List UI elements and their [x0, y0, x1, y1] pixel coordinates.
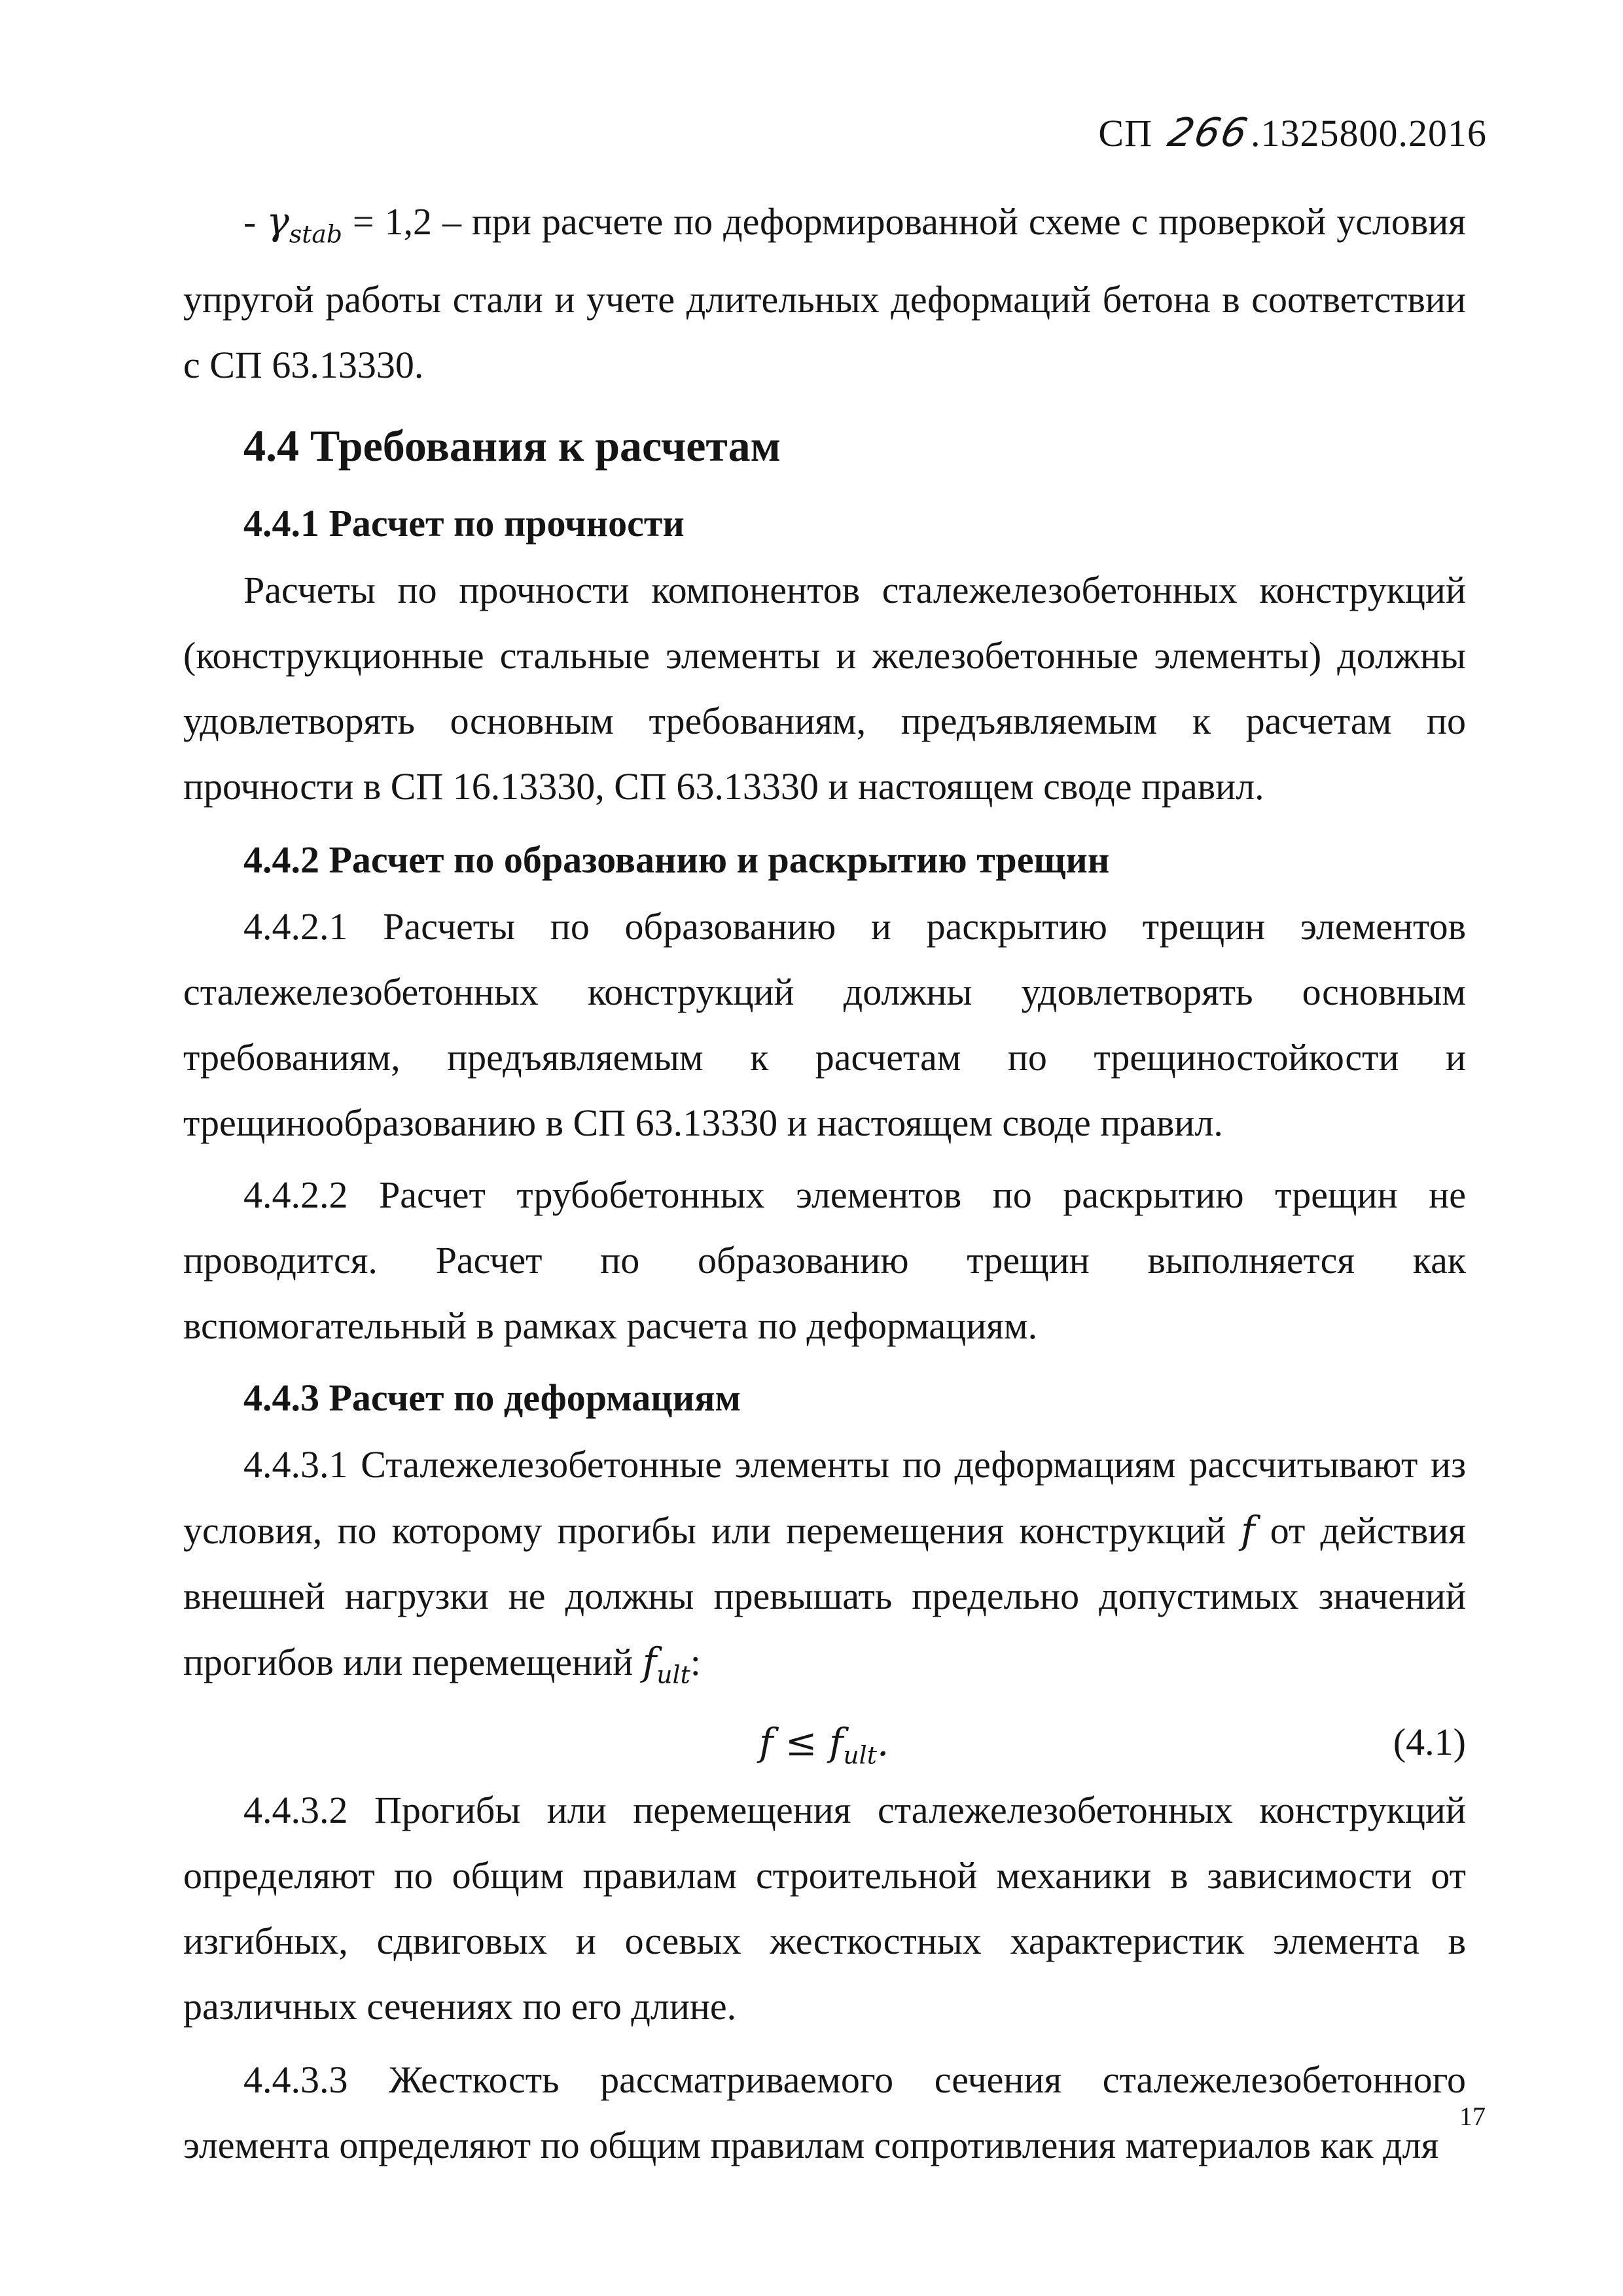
document-code-header [1098, 110, 1487, 156]
section-4-4-2-heading: 4.4.2 Расчет по образованию и раскрытию трещин [243, 838, 1110, 881]
clause-4-4-3-3: 4.4.3.3 Жесткость рассматриваемого сечения сталежелезобетонного элемента определяют по общим правилам сопротивления материалов как для [183, 2058, 1466, 2167]
formula-number: (4.1) [1393, 1721, 1466, 1764]
section-4-4-1-paragraph: Расчеты по прочности компонентов сталежелезобетонных конструкций (конструкционные стальные элементы и железобетонные элементы) должны удовлетворять основным требованиям, предъявляемым к расчетам по прочности в СП 16.13330, СП 63.13330 и настоящем своде правил. [183, 568, 1466, 808]
f-ult-base: f [642, 1639, 657, 1684]
clause-4-4-3-1-text-a: 4.4.3.1 Сталежелезобетонные элементы по деформациям рассчитывают из условия, по которому прогибы или перемещения конструкций [183, 1443, 1466, 1552]
header-suffix: .1325800.2016 [1251, 112, 1487, 154]
intro-dash: - [243, 200, 267, 243]
f-symbol: f [1241, 1507, 1255, 1552]
intro-text: = 1,2 – при расчете по деформированной схеме с проверкой условия упругой работы стали и учете длительных деформаций бетона в соответствии с СП 63.13330. [183, 200, 1466, 386]
formula-subscript: ult [843, 1740, 877, 1770]
document-body [183, 188, 1466, 2178]
clause-4-4-2-2: 4.4.2.2 Расчет трубобетонных элементов по раскрытию трещин не проводится. Расчет по образованию трещин выполняется как вспомогательный в рамках расчета по деформациям. [183, 1173, 1466, 1347]
header-prefix: СП [1098, 112, 1152, 154]
f-ult-symbol [642, 1639, 690, 1689]
f-ult-subscript: ult [656, 1660, 690, 1689]
clause-4-4-3-1-colon: : [690, 1640, 701, 1683]
formula-lhs: f ≤ f [759, 1720, 844, 1765]
gamma-stab-symbol [266, 199, 342, 249]
clause-4-4-3-2: 4.4.3.2 Прогибы или перемещения сталежелезобетонных конструкций определяют по общим правилам строительной механики в зависимости от изгибных, сдвиговых и осевых жесткостных характеристик элемента в различных сечениях по его длине. [183, 1789, 1466, 2028]
handwritten-number: 266 [1164, 110, 1253, 156]
formula-4-1 [183, 1710, 1466, 1775]
clause-4-4-2-1: 4.4.2.1 Расчеты по образованию и раскрытию трещин элементов сталежелезобетонных конструкций должны удовлетворять основным требованиям, предъявляемым к расчетам по трещиностойкости и трещинообразованию в СП 63.13330 и настоящем своде правил. [183, 905, 1466, 1144]
section-4-4-heading: 4.4 Требования к расчетам [243, 420, 781, 471]
clause-4-4-3-1 [183, 1432, 1466, 1708]
intro-paragraph [183, 188, 1466, 398]
gamma-symbol: γ [266, 199, 289, 243]
gamma-subscript: stab [289, 219, 342, 249]
formula-expression [759, 1710, 889, 1788]
clause-4-4-3-1-text-b: от действия внешней нагрузки не должны превышать предельно допустимых значений прогибов или перемещений [183, 1509, 1466, 1683]
formula-tail: . [876, 1720, 889, 1765]
section-4-4-1-heading: 4.4.1 Расчет по прочности [243, 501, 685, 545]
page-number: 17 [1459, 2102, 1486, 2131]
section-4-4-3-heading: 4.4.3 Расчет по деформациям [243, 1376, 741, 1419]
